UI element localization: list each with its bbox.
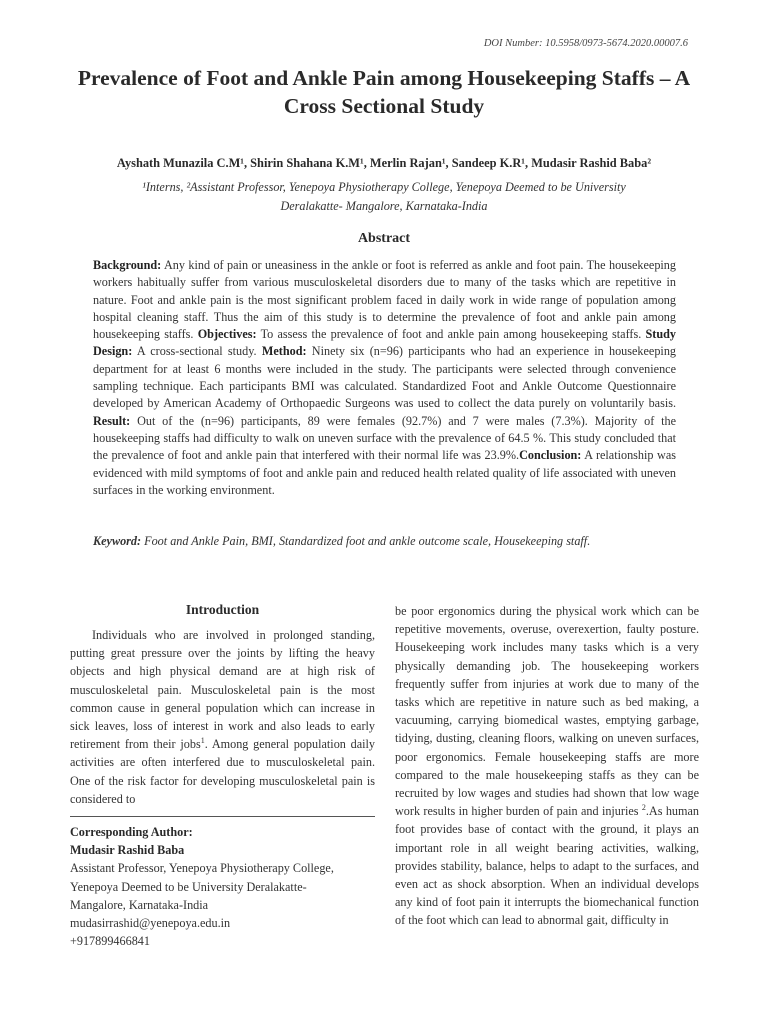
corresponding-position: Assistant Professor, Yenepoya Physiotherapy College, <box>70 861 334 876</box>
affiliation-line-1: ¹Interns, ²Assistant Professor, Yenepoya Physiotherapy College, Yenepoya Deemed to be University <box>142 180 626 194</box>
corresponding-institution: Yenepoya Deemed to be University Deralakatte- <box>70 879 307 894</box>
conclusion-text: A relationship was evidenced with mild symptoms of foot and ankle pain and reduced health related quality of life associated with uneven surfaces in the working environment. <box>93 448 676 497</box>
left-column <box>70 602 375 950</box>
introduction-heading: Introduction <box>185 602 260 617</box>
keyword-text: Foot and Ankle Pain, BMI, Standardized foot and ankle outcome scale, Housekeeping staff. <box>141 534 591 548</box>
intro-right-text-2: .As human foot provides base of contact with the ground, it plays an important role in all weight bearing activities, walking, provides stability, balance, helps to adapt to the surfaces, and even act as shock absorption. When an individual develops any kind of foot pain it interrupts the biomechanical function of the foot which can lead to abnormal gait, difficulty in <box>395 804 699 928</box>
intro-paragraph-right <box>395 602 699 930</box>
doi-number: DOI Number: 10.5958/0973-5674.2020.00007.6 <box>483 38 688 49</box>
affiliation-line-2: Deralakatte- Mangalore, Karnataka-India <box>280 199 488 213</box>
citation-1: 1 <box>200 736 205 746</box>
intro-right-text-1: be poor ergonomics during the physical work which can be repetitive movements, overuse, overexertion, faulty posture. Housekeeping work includes many tasks which is a very physically demanding job. The housekeeping workers frequently suffer from injuries at work due to many of the tasks which are repetitive in nature such as bed making, a vacuuming, carrying biomedical wastes, emptying garbage, tidying, dusting, cleaning floors, walking on uneven surfaces, poor ergonomics. Female housekeeping staffs are more compared to the male housekeeping staffs as they can be recruited by low wages and studies had shown that low wage work results in higher burden of pain and injuries <box>395 604 699 819</box>
intro-left-text-1: Individuals who are involved in prolonged standing, putting great pressure over the joints by lifting the heavy objects and high physical demand are at high risk of musculoskeletal pain. Musculoskeletal pain is the most common cause in general population which can increase in sick leaves, loss of interest in work and also leads to early retirement from their jobs <box>70 628 375 752</box>
right-column <box>395 602 699 930</box>
result-text: Out of the (n=96) participants, 89 were females (92.7%) and 7 were males (7.3%). Majority of the housekeeping staffs had difficulty to walk on uneven surface with the prevalence of 64.5 %. This study concluded that the prevalence of foot and ankle pain that interfered with their normal life was 23.9%. <box>93 413 676 463</box>
paper-title: Prevalence of Foot and Ankle Pain among Housekeeping Staffs – A Cross Sectional Study <box>77 66 691 118</box>
corresponding-phone: +917899466841 <box>70 934 150 949</box>
footnote-divider <box>70 816 375 817</box>
objectives-label: Objectives: <box>197 327 257 342</box>
method-label: Method: <box>261 344 307 359</box>
objectives-text: To assess the prevalence of foot and ankle pain among housekeeping staffs. <box>256 327 646 342</box>
design-text: A cross-sectional study. <box>132 344 262 359</box>
intro-paragraph-left <box>70 626 375 808</box>
background-text: Any kind of pain or uneasiness in the ankle or foot is referred as ankle and foot pain. The housekeeping workers habitually suffer from various musculoskeletal disorders due to many of the tasks which are repetitive in nature. Foot and ankle pain is the most significant problem faced in daily work in wide range of population among hospital cleaning staff. Thus the aim of this study is to determine the prevalence of foot and ankle pain among housekeeping staffs. <box>93 258 676 342</box>
corresponding-location: Mangalore, Karnataka-India <box>70 897 209 912</box>
author-list: Ayshath Munazila C.M¹, Shirin Shahana K.M¹, Merlin Rajan¹, Sandeep K.R¹, Mudasir Rashid Baba² <box>116 156 652 170</box>
background-label: Background: <box>93 258 162 272</box>
affiliation <box>60 178 708 216</box>
corresponding-heading: Corresponding Author: <box>70 825 193 840</box>
conclusion-label: Conclusion: <box>519 448 582 463</box>
corresponding-email[interactable]: mudasirrashid@yenepoya.edu.in <box>70 916 231 931</box>
method-text: Ninety six (n=96) participants who had an experience in housekeeping department for at least 6 months were included in the study. The participants were selected through convenience sampling technique. Each participants BMI was calculated. Standardized Foot and Ankle Outcome Questionnaire developed by American Academy of Orthopaedic Surgeons was used to collect the data purely on voluntarily basis. <box>93 344 676 411</box>
abstract-heading: Abstract <box>357 231 411 246</box>
design-label: Study Design: <box>93 327 676 359</box>
citation-2: 2 <box>641 803 646 813</box>
intro-left-text-2: . Among general population daily activities are often interfered due to musculoskeletal pain. One of the risk factor for developing musculoskeletal pain is considered to <box>70 737 376 806</box>
abstract-body <box>93 257 676 499</box>
corresponding-name: Mudasir Rashid Baba <box>70 843 185 858</box>
keywords <box>93 534 676 549</box>
result-label: Result: <box>93 413 131 428</box>
corresponding-author <box>70 823 375 950</box>
keyword-label: Keyword: <box>93 534 142 548</box>
